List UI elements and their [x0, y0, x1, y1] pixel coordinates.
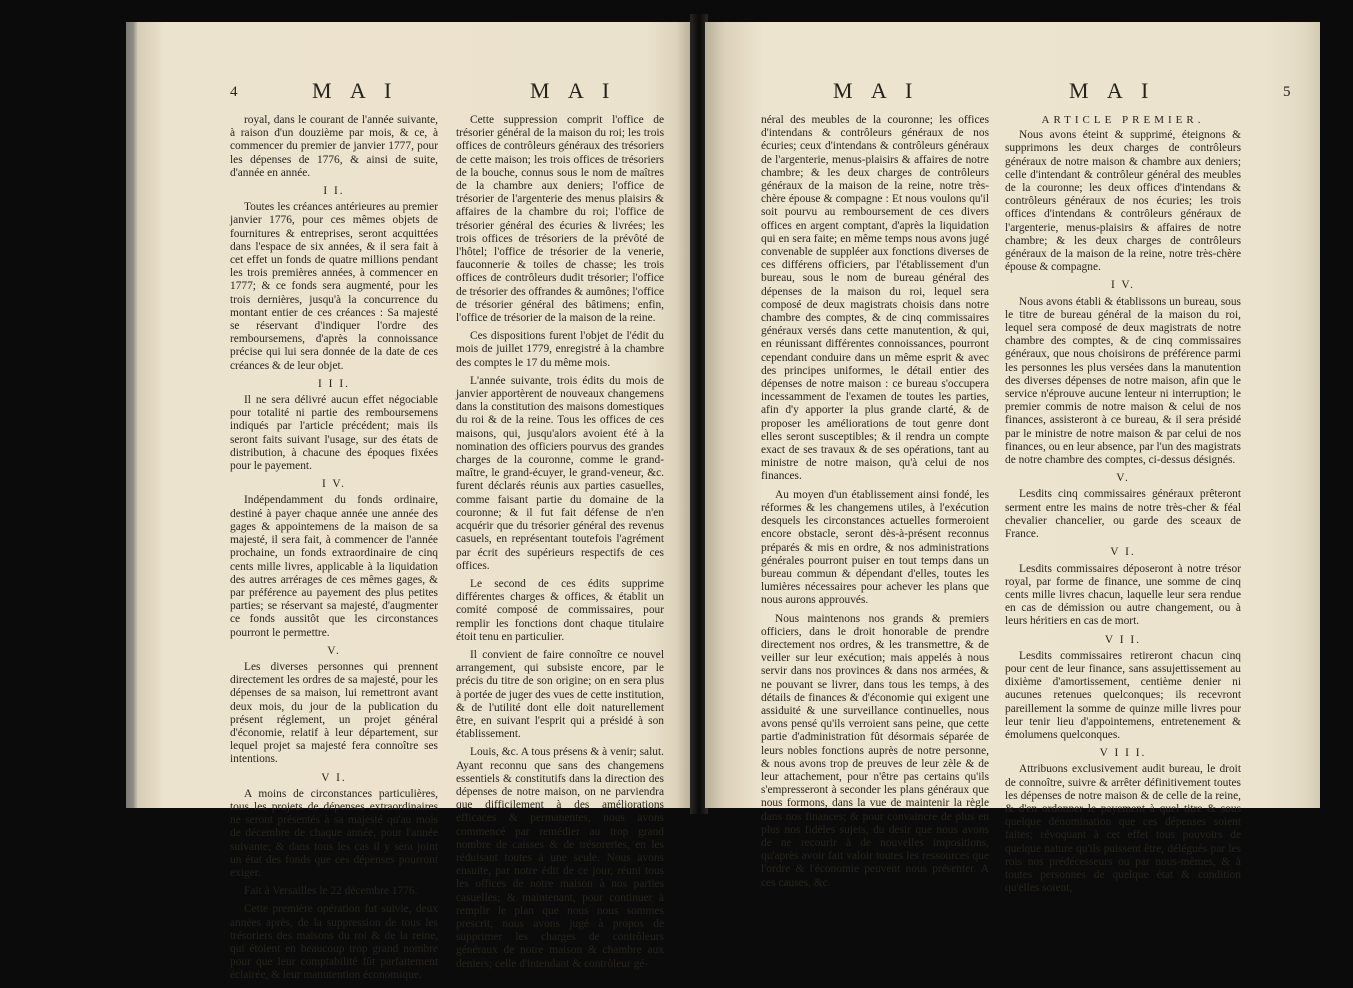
paragraph: Il ne sera délivré aucun effet négociable pour totalité ni partie des remboursemens indiqués par l'article précédent; mais ils seront faits suivant l'usage, sur des états de distribution, à chacune des époques fixées pour le payement.: [230, 394, 438, 473]
article-heading: ARTICLE PREMIER.: [1041, 114, 1205, 126]
paragraph: Attribuons exclusivement audit bureau, le droit de connoître, suivre & arrêter définitivement toutes les dépenses de notre maison & de celle de la reine, & d'en ordonner le payement à quel titre & sous quelque dénomination que ces dépenses soient faites; révoquant à cet effet tous pouvoirs de quelque nature qu'ils puissent être, délégués par les rois nos prédécesseurs ou par nous-mêmes, & à toutes personnes de quelque état & condition qu'elles soient,: [1005, 763, 1241, 895]
running-head: M A I: [530, 78, 617, 103]
section-numeral: V I.: [321, 771, 347, 784]
section-numeral: I V.: [321, 478, 347, 491]
paragraph: Les diverses personnes qui prennent directement les ordres de sa majesté, pour les dépenses de sa maison, lui remettront avant deux mois, du jour de la publication du présent réglement, un projet général d'économie, relatif à leur département, sur lequel projet sa majesté fera connoître ses intentions.: [230, 660, 438, 766]
section-numeral: V.: [327, 644, 341, 657]
paragraph: Lesdits cinq commissaires généraux prêteront serment entre les mains de notre très-cher & féal chevalier chancelier, ou garde des sceaux de France.: [1005, 488, 1241, 541]
section-numeral: V I I I.: [1099, 747, 1147, 760]
paragraph: royal, dans le courant de l'année suivante, à raison d'un douzième par mois, & ce, à commencer du premier de janvier 1777, pour les dépenses de 1776, & ainsi de suite, d'année en année.: [230, 114, 438, 179]
paragraph: Nous avons éteint & supprimé, éteignons & supprimons les deux charges de contrôleurs généraux de notre maison & chambre aux deniers; celle d'intendant & contrôleur général des meubles de la couronne; les deux offices d'intendans & contrôleurs généraux de nos écuries; les trois offices d'intendans & contrôleurs généraux de l'argenterie, menus-plaisirs & affaires de notre chambre; & les deux charges de contrôleurs généraux de la maison de la reine, notre très-chère épouse & compagne.: [1005, 129, 1241, 274]
paragraph: Toutes les créances antérieures au premier janvier 1776, pour ces mêmes objets de fournitures & entreprises, seront acquittées dans l'espace de six années, & il sera fait à cet effet un fonds de quatre millions pendant les trois premières années, à commencer en 1777; & ce fonds sera augmenté, pour les trois dernières, jusqu'à la concurrence du montant entier de ces créances : Sa majesté se réservant d'indiquer l'ordre des remboursemens, d'après la connoissance précise qui lui sera donnée de la date de ces créances & de leur objet.: [230, 201, 438, 372]
paragraph: Nous avons établi & établissons un bureau, sous le titre de bureau général de la maison du roi, lequel sera composé de deux magistrats de notre chambre des comptes, & de cinq commissaires généraux, que nous choisirons de préférence parmi les personnes les plus versées dans la manutention des diverses dépenses de notre maison, afin que le service n'éprouve aucune lenteur ni interruption; le premier commis de notre maison & celui de nos finances, assisteront à ce bureau, & il sera présidé par le ministre de notre maison & par celui de nos finances, ou en leur absence, par l'un des magistrats de notre chambre des comptes, ci-dessus désignés.: [1005, 295, 1241, 467]
paragraph: Lesdits commissaires déposeront à notre trésor royal, par forme de finance, une somme de cinq cents mille livres chacun, laquelle leur sera rendue en cas de démission ou autre changement, ou à leurs héritiers en cas de mort.: [1005, 562, 1241, 628]
text-column-right: [456, 114, 664, 976]
section-numeral: V I I.: [1104, 633, 1142, 646]
running-head: M A I: [833, 78, 920, 103]
paragraph: Cette première opération fut suivie, deux années après, de la suppression de tous les trésoriers des maisons du roi & de la reine, qui étoient en beaucoup trop grand nombre pour que leur comptabilité fût parfaitement éclairée, & leur manutention économique.: [230, 903, 438, 982]
text-column-left: [761, 114, 989, 895]
section-numeral: V.: [1116, 472, 1130, 485]
page-number: 4: [230, 84, 238, 100]
paragraph: Ces dispositions furent l'objet de l'édit du mois de juillet 1779, enregistré à la chambre des comptes le 17 du même mois.: [456, 330, 664, 369]
section-numeral: I I I.: [318, 377, 350, 390]
paragraph: Nous maintenons nos grands & premiers officiers, dans le droit honorable de prendre directement nos ordres, & les transmettre, & de veiller sur leur exécution; mais appelés à nous servir dans nos provinces & dans nos armées, & ne pouvant se livrer, dans tous les temps, à des détails de finances & d'économie qui exigent une assiduité & une surveillance continuelles, nous avons pensé qu'ils verroient sans peine, que cette partie d'administration fût désormais séparée de leurs nobles fonctions auprès de notre personne, & nous avons trop de preuves de leur zèle & de leur attachement, pour n'être pas certains qu'ils s'empresseront à seconder les plans généraux que nous formons, dans la vue de maintenir la règle dans nos finances; & pour convaincre de plus en plus nos fidèles sujets, du desir que nous avons de ne recourir à de nouvelles impositions, qu'après avoir fait valoir toutes les ressources que l'ordre & l'économie peuvent nous présenter. A ces causes, &c.: [761, 612, 989, 889]
right-page: [705, 22, 1320, 895]
paragraph: Indépendamment du fonds ordinaire, destiné à payer chaque année une année des gages & appointemens de la maison de sa majesté, il sera fait, à commencer de l'année prochaine, un fonds extraordinaire de cinq cents mille livres, applicable à la liquidation des autres arrérages de ces mêmes gages, & par préférence au payement des plus petites parties; se réservant sa majesté, d'augmenter ce fonds aussitôt que les circonstances pourront le permettre.: [230, 494, 438, 639]
paragraph: Au moyen d'un établissement ainsi fondé, les réformes & les changemens utiles, à l'exécution desquels les circonstances actuelles formeroient encore obstacle, seront dès-à-présent reconnus préparés & mis en ordre, & nos administrations générales pourront puiser en tout temps dans un bureau commun & dépendant d'elles, toutes les lumières nécessaires pour achever les plans que nous aurons approuvés.: [761, 488, 989, 607]
running-head: M A I: [312, 78, 399, 103]
running-head: M A I: [1069, 78, 1156, 103]
section-numeral: I I.: [323, 185, 345, 198]
text-column-right: [1005, 114, 1241, 900]
paragraph: Cette suppression comprit l'office de trésorier général de la maison du roi; les trois offices de contrôleurs généraux des trésoriers de cette maison; les trois offices de trésoriers de la bouche, connus sous le nom de maîtres de la chambre aux deniers; l'office de trésorier de l'argenterie des menus plaisirs & affaires de la chambre du roi; l'office de trésorier général des écuries & livrées; les trois offices de trésoriers de la prévôté de l'hôtel; l'office de trésorier de la venerie, fauconnerie & toiles de chasse; les trois offices de contrôleurs dudit trésorier; l'office de trésorier des offrandes & aumônes; l'office de trésorier général des bâtimens; enfin, l'office de trésorier de la maison de la reine.: [456, 114, 664, 325]
paragraph: Louis, &c. A tous présens & à venir; salut. Ayant reconnu que sans des changemens essentiels & constitutifs dans la direction des dépenses de notre maison, on ne parviendra que difficilement à des améliorations efficaces & permanentes, nous avons commencé par remédier au trop grand nombre de caisses & de trésoreries, en les réduisant toutes à une seule. Nous avons ensuite, par notre édit de ce jour, réuni tous les offices de notre maison à nos parties casuelles; & maintenant, pour continuer à remplir le plan que nous nous sommes prescrit, nous avons jugé à propos de supprimer les charges de contrôleurs généraux de notre maison & chambre aux deniers; celle d'intendant & contrôleur gé-: [456, 746, 664, 970]
paragraph: Fait à Versailles le 22 décembre 1776.: [244, 885, 418, 898]
page-number: 5: [1283, 84, 1291, 100]
paragraph: Il convient de faire connoître ce nouvel arrangement, qui subsiste encore, par le précis du titre de son origine; on en sera plus à portée de juger des vues de cette institution, & de l'utilité dont elle doit naturellement être, en suivant l'esprit qui a présidé à son établissement.: [456, 648, 664, 741]
section-numeral: V I.: [1110, 546, 1136, 559]
left-page: [126, 22, 693, 982]
paragraph: A moins de circonstances particulières, tous les projets de dépenses extraordinaires ne seront présentés à sa majesté qu'au mois de décembre de chaque année, pour l'année suivante; & dans tous les cas il y sera joint un état des fonds que ces dépenses pourront exiger.: [230, 787, 438, 879]
section-numeral: I V.: [1110, 279, 1136, 292]
paragraph: néral des meubles de la couronne; les offices d'intendans & contrôleurs généraux de nos écuries; ceux d'intendans & contrôleurs généraux de l'argenterie, menus-plaisirs & affaires de notre chambre; & les deux charges de contrôleurs généraux de la maison de la reine, notre très-chère épouse & compagne : Et nous voulons qu'il soit pourvu au remboursement de ces divers offices en argent comptant, d'après la liquidation qui en sera faite; en même temps nous avons jugé convenable de suppléer aux fonctions diverses de ces différens officiers, par l'établissement d'un bureau, sous le nom de bureau général des dépenses de la maison du roi, lequel sera composé de deux magistrats choisis dans notre chambre des comptes, & de cinq commissaires généraux versés dans cette manutention, & qui, en réunissant différentes connoissances, pourront cependant conduire dans un même esprit & avec des principes uniformes, le détail entier des dépenses de notre maison : ce bureau s'occupera incessamment de l'examen de toutes les parties, afin d'y apporter la plus grande clarté, & de proposer les améliorations de tout genre dont elles seront susceptibles; & il rendra un compte exact de ses travaux & de ses opérations, tant au ministre de notre maison, qu'à celui de nos finances.: [761, 114, 989, 483]
text-column-left: [230, 114, 438, 988]
paragraph: Lesdits commissaires retireront chacun cinq pour cent de leur finance, sans assujettissement au dixième d'amortissement, centième denier ni aucunes retenues quelconques; ils recevront pareillement la somme de quinze mille livres pour leur tenir lieu d'appointemens, entretenement & émolumens quelconques.: [1005, 649, 1241, 741]
paragraph: Le second de ces édits supprime différentes charges & offices, & établit un comité composé de commissaires, pour remplir les fonctions dont chaque titulaire étoit tenu en particulier.: [456, 577, 664, 643]
paragraph: L'année suivante, trois édits du mois de janvier apportèrent de nouveaux changemens dans la constitution des maisons domestiques du roi & de la reine. Tous les offices de ces maisons, qui, jusqu'alors avoient été à la nomination des officiers pourvus des grandes charges de la couronne, comme le grand-maître, le grand-écuyer, le grand-veneur, &c. furent déclarés réunis aux parties casuelles, comme faisant partie du domaine de la couronne; & il fut fait défense de n'en acquérir que du trésorier général des revenus casuels, en représentant toutefois l'agrément par écrit des supérieurs respectifs de ces offices.: [456, 374, 664, 572]
